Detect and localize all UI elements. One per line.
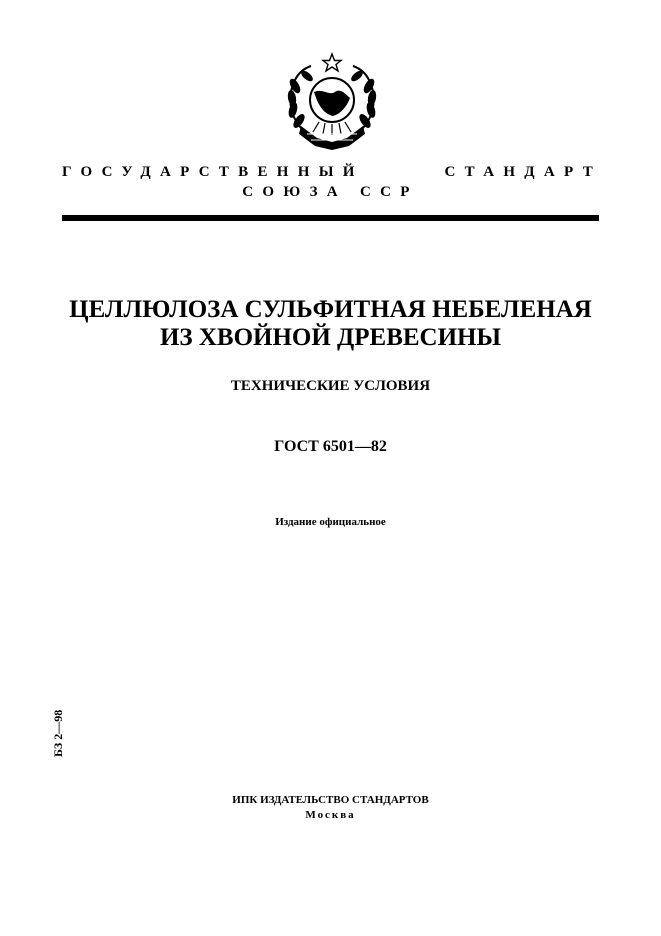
header-ussr: СОЮЗА ССР	[242, 184, 419, 200]
publisher-name: ИПК ИЗДАТЕЛЬСТВО СТАНДАРТОВ	[232, 794, 429, 806]
title-line-1: ЦЕЛЛЮЛОЗА СУЛЬФИТНАЯ НЕБЕЛЕНАЯ	[69, 296, 592, 323]
header-word-1: ГОСУДАРСТВЕННЫЙ	[62, 164, 364, 180]
publisher-city: Москва	[305, 809, 356, 821]
header-word-2: СТАНДАРТ	[444, 164, 602, 180]
document-subtitle: ТЕХНИЧЕСКИЕ УСЛОВИЯ	[230, 378, 431, 394]
side-code: БЗ 2—98	[51, 709, 65, 757]
document-title	[0, 296, 661, 352]
standard-number: ГОСТ 6501—82	[274, 438, 387, 455]
ussr-emblem-icon	[283, 52, 381, 152]
title-line-2: ИЗ ХВОЙНОЙ ДРЕВЕСИНЫ	[159, 324, 502, 351]
edition-label: Издание официальное	[275, 516, 386, 528]
header-state-standard	[62, 164, 602, 181]
header-divider	[62, 215, 599, 221]
